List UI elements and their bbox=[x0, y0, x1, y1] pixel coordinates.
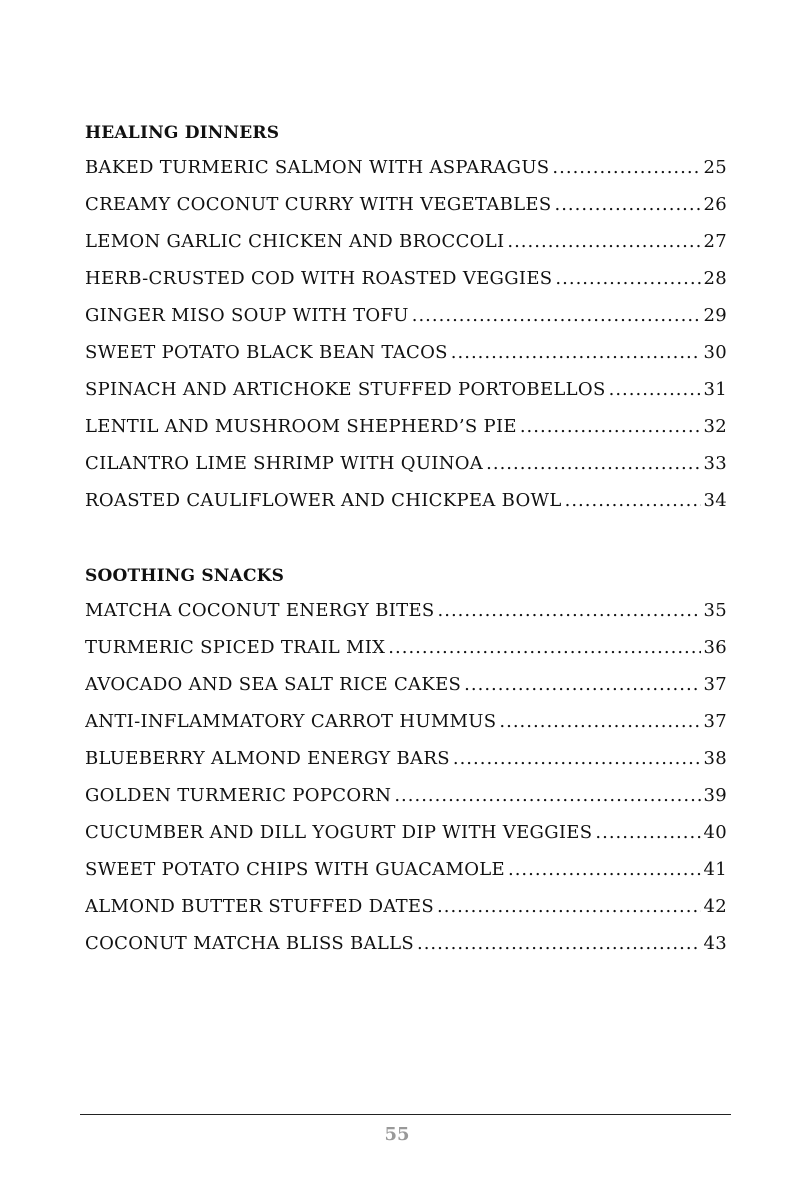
toc-entry[interactable] bbox=[85, 740, 727, 777]
toc-section-healing-dinners bbox=[85, 120, 727, 519]
dot-leader bbox=[609, 371, 702, 408]
entry-title: AVOCADO AND SEA SALT RICE CAKES bbox=[85, 674, 462, 695]
dot-leader bbox=[499, 703, 701, 740]
entry-page: 37 bbox=[703, 674, 727, 695]
dot-leader bbox=[394, 777, 701, 814]
dot-leader bbox=[555, 260, 701, 297]
dot-leader bbox=[595, 814, 701, 851]
entry-page: 34 bbox=[703, 490, 727, 511]
entry-page: 37 bbox=[703, 711, 727, 732]
entry-title: LEMON GARLIC CHICKEN AND BROCCOLI bbox=[85, 231, 505, 252]
toc-entry[interactable] bbox=[85, 888, 727, 925]
entry-page: 40 bbox=[703, 822, 727, 843]
toc-entry[interactable] bbox=[85, 297, 727, 334]
entry-page: 32 bbox=[703, 416, 727, 437]
toc-section-soothing-snacks bbox=[85, 563, 727, 962]
entry-page: 31 bbox=[703, 379, 727, 400]
dot-leader bbox=[520, 408, 702, 445]
dot-leader bbox=[486, 445, 701, 482]
entry-title: MATCHA COCONUT ENERGY BITES bbox=[85, 600, 435, 621]
dot-leader bbox=[507, 223, 701, 260]
dot-leader bbox=[565, 482, 702, 519]
entry-page: 43 bbox=[703, 933, 727, 954]
toc-entry[interactable] bbox=[85, 334, 727, 371]
toc-entry[interactable] bbox=[85, 482, 727, 519]
footer-divider bbox=[80, 1114, 731, 1115]
dot-leader bbox=[451, 334, 702, 371]
entry-page: 30 bbox=[703, 342, 727, 363]
dot-leader bbox=[464, 666, 701, 703]
dot-leader bbox=[554, 186, 701, 223]
entry-page: 25 bbox=[703, 157, 727, 178]
entry-title: CILANTRO LIME SHRIMP WITH QUINOA bbox=[85, 453, 484, 474]
toc-entry[interactable] bbox=[85, 592, 727, 629]
toc-entry[interactable] bbox=[85, 777, 727, 814]
entry-page: 28 bbox=[703, 268, 727, 289]
entry-title: GOLDEN TURMERIC POPCORN bbox=[85, 785, 392, 806]
entry-title: ROASTED CAULIFLOWER AND CHICKPEA BOWL bbox=[85, 490, 562, 511]
entry-title: BAKED TURMERIC SALMON WITH ASPARAGUS bbox=[85, 157, 550, 178]
toc-entry[interactable] bbox=[85, 371, 727, 408]
entry-title: SPINACH AND ARTICHOKE STUFFED PORTOBELLOS bbox=[85, 379, 606, 400]
dot-leader bbox=[412, 297, 702, 334]
entry-page: 33 bbox=[703, 453, 727, 474]
entry-title: GINGER MISO SOUP WITH TOFU bbox=[85, 305, 409, 326]
toc-entry[interactable] bbox=[85, 629, 727, 666]
entry-title: ALMOND BUTTER STUFFED DATES bbox=[85, 896, 435, 917]
entry-title: SWEET POTATO BLACK BEAN TACOS bbox=[85, 342, 448, 363]
entry-title: CUCUMBER AND DILL YOGURT DIP WITH VEGGIES bbox=[85, 822, 593, 843]
entry-page: 42 bbox=[703, 896, 727, 917]
entry-page: 29 bbox=[703, 305, 727, 326]
toc-entry[interactable] bbox=[85, 223, 727, 260]
entry-title: COCONUT MATCHA BLISS BALLS bbox=[85, 933, 414, 954]
toc-entry[interactable] bbox=[85, 925, 727, 962]
entry-title: HERB-CRUSTED COD WITH ROASTED VEGGIES bbox=[85, 268, 553, 289]
dot-leader bbox=[508, 851, 702, 888]
entry-page: 41 bbox=[703, 859, 727, 880]
entry-page: 27 bbox=[703, 231, 727, 252]
dot-leader bbox=[417, 925, 702, 962]
toc-entry[interactable] bbox=[85, 408, 727, 445]
entry-title: SWEET POTATO CHIPS WITH GUACAMOLE bbox=[85, 859, 505, 880]
dot-leader bbox=[437, 888, 701, 925]
toc-entry[interactable] bbox=[85, 703, 727, 740]
entry-title: TURMERIC SPICED TRAIL MIX bbox=[85, 637, 386, 658]
toc-entry[interactable] bbox=[85, 260, 727, 297]
toc-entry[interactable] bbox=[85, 814, 727, 851]
entry-page: 39 bbox=[703, 785, 727, 806]
entry-page: 36 bbox=[703, 637, 727, 658]
entry-title: CREAMY COCONUT CURRY WITH VEGETABLES bbox=[85, 194, 552, 215]
entry-page: 35 bbox=[703, 600, 727, 621]
entry-title: ANTI-INFLAMMATORY CARROT HUMMUS bbox=[85, 711, 497, 732]
section-heading: SOOTHING SNACKS bbox=[85, 566, 285, 586]
toc-entry[interactable] bbox=[85, 445, 727, 482]
entry-page: 38 bbox=[703, 748, 727, 769]
dot-leader bbox=[438, 592, 702, 629]
dot-leader bbox=[453, 740, 702, 777]
toc-entry[interactable] bbox=[85, 851, 727, 888]
section-heading: HEALING DINNERS bbox=[85, 123, 280, 143]
footer-page-number: 55 bbox=[384, 1124, 410, 1145]
toc-entry[interactable] bbox=[85, 149, 727, 186]
dot-leader bbox=[388, 629, 701, 666]
toc-entry[interactable] bbox=[85, 186, 727, 223]
entry-title: LENTIL AND MUSHROOM SHEPHERD’S PIE bbox=[85, 416, 517, 437]
entry-title: BLUEBERRY ALMOND ENERGY BARS bbox=[85, 748, 450, 769]
dot-leader bbox=[552, 149, 701, 186]
toc-entry[interactable] bbox=[85, 666, 727, 703]
entry-page: 26 bbox=[703, 194, 727, 215]
